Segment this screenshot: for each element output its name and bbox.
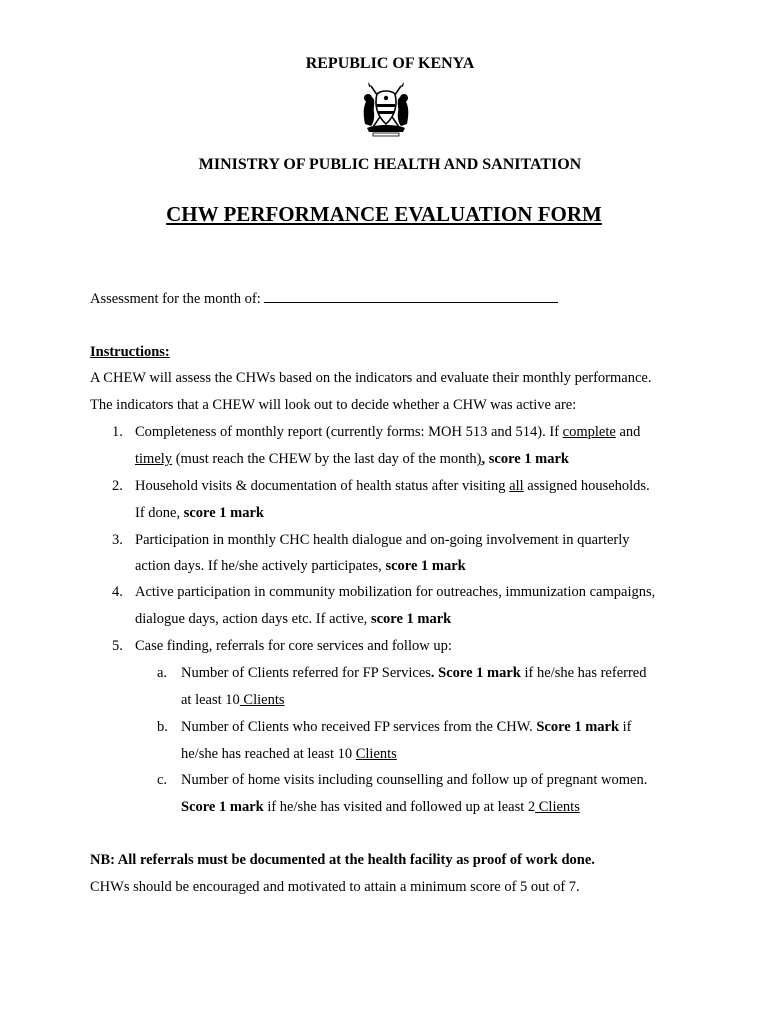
- ministry-heading: MINISTRY OF PUBLIC HEALTH AND SANITATION: [198, 156, 582, 173]
- sub-list-item: Number of Clients who received FP services from the CHW. Score 1 mark if: [181, 719, 632, 735]
- item-number: 5.: [112, 638, 123, 654]
- instructions-intro-line1: A CHEW will assess the CHWs based on the indicators and evaluate their monthly performance.: [90, 370, 652, 386]
- list-item: Participation in monthly CHC health dialogue and on-going involvement in quarterly: [135, 532, 630, 548]
- list-item: Household visits & documentation of health status after visiting all assigned households.: [135, 478, 650, 494]
- item-number: 1.: [112, 424, 123, 440]
- subitem-letter: c.: [157, 772, 168, 788]
- nb-note: NB: All referrals must be documented at the health facility as proof of work done.: [90, 852, 595, 868]
- subitem-letter: b.: [157, 719, 168, 735]
- assessment-label: Assessment for the month of:: [90, 291, 261, 307]
- instructions-heading: Instructions:: [90, 344, 170, 360]
- item-number: 4.: [112, 584, 123, 600]
- assessment-month-row: [90, 290, 558, 308]
- list-item: Active participation in community mobilization for outreaches, immunization campaigns,: [135, 584, 656, 600]
- list-item: Case finding, referrals for core services and follow up:: [135, 638, 452, 654]
- list-item-continuation: dialogue days, action days etc. If active, score 1 mark: [135, 611, 452, 627]
- list-item-continuation: action days. If he/she actively participates, score 1 mark: [135, 558, 466, 574]
- item-number: 2.: [112, 478, 123, 494]
- list-item-continuation: timely (must reach the CHEW by the last day of the month), score 1 mark: [135, 451, 570, 467]
- kenya-coat-of-arms-icon: [357, 80, 415, 138]
- form-title: CHW PERFORMANCE EVALUATION FORM: [166, 202, 602, 226]
- subitem-letter: a.: [157, 665, 168, 681]
- sub-list-item-continuation: he/she has reached at least 10 Clients: [181, 746, 397, 762]
- list-item-continuation: If done, score 1 mark: [135, 505, 264, 521]
- encouragement-note: CHWs should be encouraged and motivated to attain a minimum score of 5 out of 7.: [90, 879, 580, 895]
- item-number: 3.: [112, 532, 123, 548]
- sub-list-item-continuation: at least 10 Clients: [181, 692, 285, 708]
- sub-list-item: Number of home visits including counselling and follow up of pregnant women.: [181, 772, 648, 788]
- sub-list-item: Number of Clients referred for FP Services. Score 1 mark if he/she has referred: [181, 665, 647, 681]
- republic-heading: REPUBLIC OF KENYA: [305, 55, 475, 72]
- list-item: Completeness of monthly report (currently forms: MOH 513 and 514). If complete and: [135, 424, 641, 440]
- sub-list-item-continuation: Score 1 mark if he/she has visited and followed up at least 2 Clients: [181, 799, 580, 815]
- assessment-month-field[interactable]: [264, 290, 558, 303]
- instructions-intro-line2: The indicators that a CHEW will look out to decide whether a CHW was active are:: [90, 397, 577, 413]
